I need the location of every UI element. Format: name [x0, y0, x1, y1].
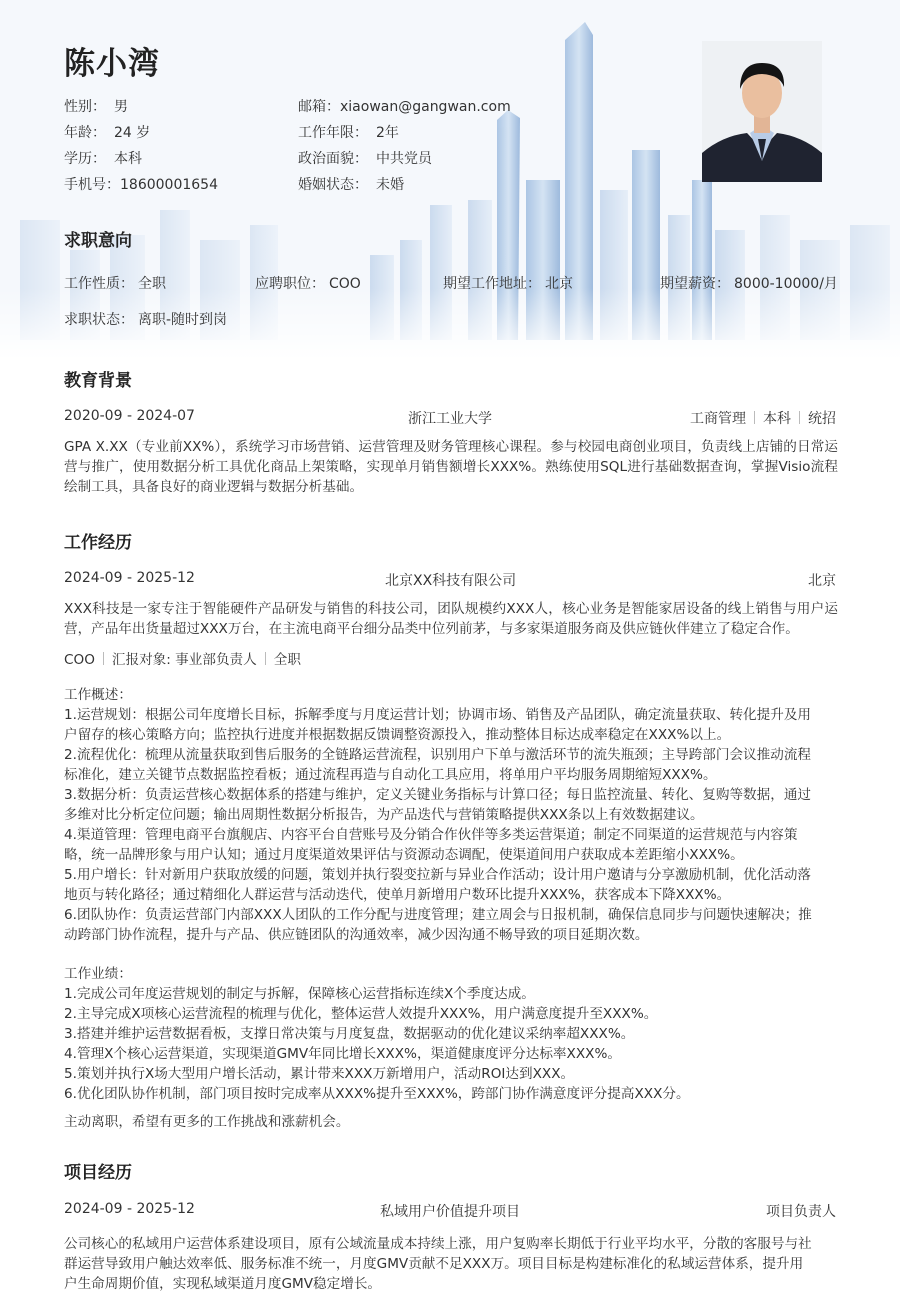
education-period: 2020-09 - 2024-07 [64, 408, 195, 424]
project-desc-line: 公司核心的私域用户运营体系建设项目，原有公域流量成本持续上涨，用户复购率长期低于行业平均水平，分散的客服号与社 [64, 1236, 812, 1252]
salary-value: 8000-10000/月 [734, 276, 838, 292]
overview-line: 动跨部门协作流程，提升与产品、供应链团队的沟通效率，减少因沟通不畅导致的项目延期次数。 [64, 927, 649, 943]
marital-value: 未婚 [376, 177, 404, 193]
age-value: 24 岁 [114, 125, 151, 141]
achievement-line: 6.优化团队协作机制，部门项目按时完成率从XXX%提升至XXX%，跨部门协作满意度评分提高XXX分。 [64, 1086, 690, 1102]
education-level-row [64, 148, 142, 168]
company-description: XXX科技是一家专注于智能硬件产品研发与销售的科技公司，团队规模约XXX人，核心业务是智能家居设备的线上销售与用户运营，产品年出货量超过XXX万台，在主流电商平台细分品类中位列前茅，与多家渠道服务商及供应链伙伴建立了稳定合作。 [64, 601, 838, 637]
education-tags [690, 408, 836, 428]
project-desc-line: 户生命周期价值，实现私域渠道月度GMV稳定增长。 [64, 1276, 382, 1292]
work-years-value: 2年 [376, 125, 399, 141]
work-years-row [298, 122, 399, 142]
political-row [298, 148, 432, 168]
email-value: xiaowan@gangwan.com [340, 99, 511, 115]
leave-reason: 主动离职，希望有更多的工作挑战和涨薪机会。 [64, 1114, 350, 1130]
overview-line: 1.运营规划：根据公司年度增长目标，拆解季度与月度运营计划；协调市场、销售及产品团队，确定流量获取、转化提升及用 [64, 707, 812, 723]
location-value: 北京 [545, 276, 573, 292]
divider [103, 652, 104, 665]
education-mode: 统招 [808, 411, 836, 427]
education-school: 浙江工业大学 [408, 411, 492, 427]
section-title-education: 教育背景 [64, 371, 132, 391]
gender-label: 性别： [64, 99, 106, 115]
overview-line: 略，统一品牌形象与用户认知；通过月度渠道效果评估与资源动态调配，使渠道间用户获取成本差距缩小XXX%。 [64, 847, 744, 863]
job-status-label: 求职状态： [64, 312, 134, 328]
work-role: COO [64, 652, 95, 668]
overview-line: 2.流程优化：梳理从流量获取到售后服务的全链路运营流程，识别用户下单与激活环节的流失瓶颈；主导跨部门会议推动流程 [64, 747, 812, 763]
work-company: 北京XX科技有限公司 [385, 573, 517, 589]
work-overview-title: 工作概述： [64, 687, 132, 703]
email-label: 邮箱： [298, 99, 340, 115]
education-level-label: 学历： [64, 151, 106, 167]
project-role: 项目负责人 [766, 1204, 836, 1220]
divider [754, 411, 755, 424]
section-title-work: 工作经历 [64, 533, 132, 553]
political-value: 中共党员 [376, 151, 432, 167]
salary-row [660, 273, 838, 293]
education-degree: 本科 [763, 411, 791, 427]
achievement-line: 1.完成公司年度运营规划的制定与拆解，保障核心运营指标连续X个季度达成。 [64, 986, 535, 1002]
job-type-label: 工作性质： [64, 276, 134, 292]
gender-value: 男 [114, 99, 128, 115]
avatar [702, 41, 822, 182]
location-row [443, 273, 573, 293]
overview-line: 3.数据分析：负责运营核心数据体系的搭建与维护，定义关键业务指标与计算口径；每日监控流量、转化、复购等数据，通过 [64, 787, 812, 803]
salary-label: 期望薪资： [660, 276, 730, 292]
political-label: 政治面貌： [298, 151, 368, 167]
work-job-type: 全职 [273, 652, 301, 668]
education-description: GPA X.XX（专业前XX%），系统学习市场营销、运营管理及财务管理核心课程。参与校园电商创业项目，负责线上店铺的日常运营与推广，使用数据分析工具优化商品上架策略，实现单月销售额增长XXX%。熟练使用SQL进行基础数据查询，掌握Visio流程绘制工具，具备良好的商业逻辑与数据分析基础。 [64, 439, 838, 495]
marital-label: 婚姻状态： [298, 177, 368, 193]
phone-row [64, 174, 218, 194]
work-period: 2024-09 - 2025-12 [64, 570, 195, 586]
marital-row [298, 174, 404, 194]
achievement-line: 5.策划并执行X场大型用户增长活动，累计带来XXX万新增用户，活动ROI达到XXX。 [64, 1066, 575, 1082]
divider [265, 652, 266, 665]
position-row [255, 273, 361, 293]
job-status-row [64, 309, 227, 329]
project-name: 私域用户价值提升项目 [380, 1204, 520, 1220]
phone-label: 手机号： [64, 177, 120, 193]
gender-row [64, 96, 128, 116]
achievement-line: 3.搭建并维护运营数据看板，支撑日常决策与月度复盘，数据驱动的优化建议采纳率超XXX%。 [64, 1026, 635, 1042]
age-row [64, 122, 150, 142]
job-type-row [64, 273, 166, 293]
position-value: COO [329, 276, 361, 292]
overview-line: 5.用户增长：针对新用户获取放缓的问题，策划并执行裂变拉新与异业合作活动；设计用户邀请与分享激励机制，优化活动落 [64, 867, 812, 883]
job-status-value: 离职-随时到岗 [138, 312, 228, 328]
achievement-line: 2.主导完成X项核心运营流程的梳理与优化，整体运营人效提升XXX%，用户满意度提升至XXX%。 [64, 1006, 658, 1022]
education-major: 工商管理 [690, 411, 746, 427]
candidate-name: 陈小湾 [64, 46, 160, 82]
phone-value: 18600001654 [120, 177, 218, 193]
education-level-value: 本科 [114, 151, 142, 167]
position-label: 应聘职位： [255, 276, 325, 292]
divider [799, 411, 800, 424]
location-label: 期望工作地址： [443, 276, 541, 292]
work-years-label: 工作年限： [298, 125, 368, 141]
project-desc-line: 群运营导致用户触达效率低、服务标准不统一，月度GMV贡献不足XXX万。项目目标是构建标准化的私域运营体系，提升用 [64, 1256, 804, 1272]
project-period: 2024-09 - 2025-12 [64, 1201, 195, 1217]
section-title-intent: 求职意向 [64, 231, 132, 251]
overview-line: 4.渠道管理：管理电商平台旗舰店、内容平台自营账号及分销合作伙伴等多类运营渠道；制定不同渠道的运营规范与内容策 [64, 827, 798, 843]
achievement-line: 4.管理X个核心运营渠道，实现渠道GMV年同比增长XXX%，渠道健康度评分达标率XXX%。 [64, 1046, 621, 1062]
overview-line: 多维对比分析定位问题；输出周期性数据分析报告，为产品迭代与营销策略提供XXX条以上有效数据建议。 [64, 807, 704, 823]
overview-line: 户留存的核心策略方向；监控执行进度并根据数据反馈调整资源投入，推动整体目标达成率稳定在XXX%以上。 [64, 727, 731, 743]
email-row [298, 96, 511, 116]
job-type-value: 全职 [138, 276, 166, 292]
overview-line: 地页与转化路径；通过精细化人群运营与活动迭代，使单月新增用户数环比提升XXX%，获客成本下降XXX%。 [64, 887, 731, 903]
work-report-to: 汇报对象: 事业部负责人 [111, 652, 257, 668]
work-tags [64, 648, 301, 668]
overview-line: 标准化，建立关键节点数据监控看板；通过流程再造与自动化工具应用，将单用户平均服务周期缩短XXX%。 [64, 767, 717, 783]
work-city: 北京 [808, 573, 836, 589]
work-achievements-title: 工作业绩： [64, 966, 132, 982]
section-title-project: 项目经历 [64, 1163, 132, 1183]
age-label: 年龄： [64, 125, 106, 141]
overview-line: 6.团队协作：负责运营部门内部XXX人团队的工作分配与进度管理；建立周会与日报机制，确保信息同步与问题快速解决；推 [64, 907, 812, 923]
